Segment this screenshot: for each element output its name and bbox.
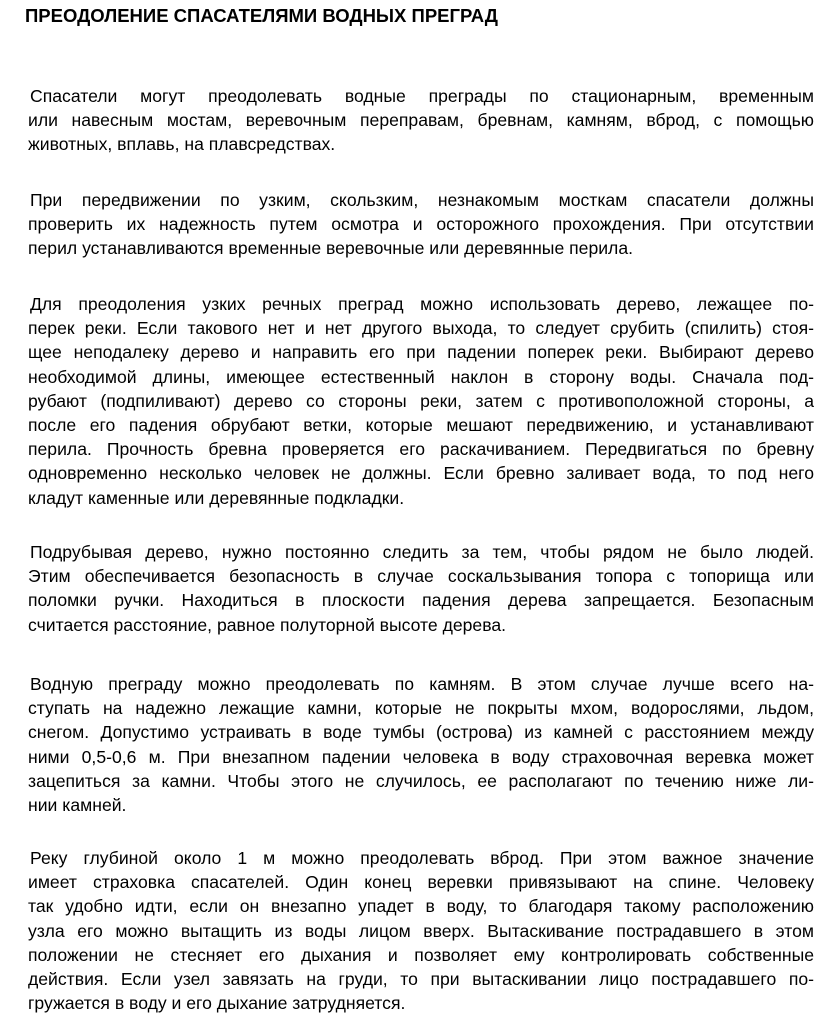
paragraph-line: ступать на надежно лежащие камни, которые не покрыты мхом, водорослями, льдом, (28, 698, 814, 719)
paragraph-line: зацепиться за камни. Чтобы этого не случилось, ее располагают по течению ниже ли- (28, 770, 814, 791)
paragraph-line: перила. Прочность бревна проверяется его раскачиванием. Передвигаться по бревну (28, 439, 814, 460)
paragraph-line: действия. Если узел завязать на груди, то при вытаскивании лицо пострадавшего по- (28, 969, 814, 990)
paragraph-line: положении не стесняет его дыхания и позволяет ему контролировать собственные (28, 944, 814, 965)
paragraph-5 (28, 672, 814, 817)
paragraph-line: кладут каменные или деревянные подкладки. (28, 487, 405, 508)
paragraph-line: имеет страховка спасателей. Один конец веревки привязывают на спине. Человеку (28, 872, 814, 893)
paragraph-line: перил устанавливаются временные веревочные или деревянные перила. (28, 238, 633, 259)
paragraph-line: Для преодоления узких речных преград можно использовать дерево, лежащее по- (30, 294, 814, 314)
paragraph-line: после его падения обрубают ветки, которые мешают передвижению, и устанавливают (28, 415, 814, 436)
paragraph-line: щее неподалеку дерево и направить его при падении поперек реки. Выбирают дерево (28, 342, 814, 363)
paragraph-line: снегом. Допустимо устраивать в воде тумбы (острова) из камней с расстоянием между (28, 722, 814, 743)
paragraph-4 (28, 540, 814, 637)
paragraph-line: необходимой длины, имеющее естественный наклон в сторону воды. Сначала под- (28, 366, 814, 387)
paragraph-3 (28, 292, 814, 510)
paragraph-line: Реку глубиной около 1 м можно преодолевать вброд. При этом важное значение (30, 848, 814, 868)
paragraph-line: или навесным мостам, веревочным переправам, бревнам, камням, вброд, с помощью (28, 110, 814, 131)
paragraph-line: так удобно идти, если он внезапно упадет в воду, то благодаря такому расположению (28, 896, 814, 917)
paragraph-line: перек реки. Если такового нет и нет другого выхода, то следует срубить (спилить) стоя- (28, 318, 814, 339)
paragraph-line: Подрубывая дерево, нужно постоянно следить за тем, чтобы рядом не было людей. (30, 542, 814, 562)
paragraph-line: Этим обеспечивается безопасность в случае соскальзывания топора с топорища или (28, 566, 814, 587)
paragraph-line: поломки ручки. Находиться в плоскости падения дерева запрещается. Безопасным (28, 590, 814, 611)
paragraph-line: одновременно несколько человек не должны. Если бревно заливает вода, то под него (28, 463, 814, 484)
page-title: ПРЕОДОЛЕНИЕ СПАСАТЕЛЯМИ ВОДНЫХ ПРЕГРАД (25, 5, 498, 26)
paragraph-line: рубают (подпиливают) дерево со стороны реки, затем с противоположной стороны, а (28, 390, 814, 411)
paragraph-line: При передвижении по узким, скользким, незнакомым мосткам спасатели должны (30, 190, 814, 210)
paragraph-line: животных, вплавь, на плавсредствах. (28, 134, 336, 155)
paragraph-line: ними 0,5-0,6 м. При внезапном падении человека в воду страховочная веревка может (28, 746, 814, 767)
paragraph-1 (28, 84, 814, 157)
paragraph-line: гружается в воду и его дыхание затрудняется. (28, 993, 406, 1014)
paragraph-line: узла его можно вытащить из воды лицом вверх. Вытаскивание пострадавшего в этом (28, 920, 814, 941)
paragraph-line: Водную преграду можно преодолевать по камням. В этом случае лучше всего на- (30, 674, 814, 694)
paragraph-2 (28, 188, 814, 261)
paragraph-6 (28, 846, 814, 1015)
paragraph-line: нии камней. (28, 795, 127, 816)
paragraph-line: проверить их надежность путем осмотра и осторожного прохождения. При отсутствии (28, 214, 814, 235)
paragraph-line: Спасатели могут преодолевать водные преграды по стационарным, временным (30, 86, 814, 106)
paragraph-line: считается расстояние, равное полуторной высоте дерева. (28, 614, 507, 635)
